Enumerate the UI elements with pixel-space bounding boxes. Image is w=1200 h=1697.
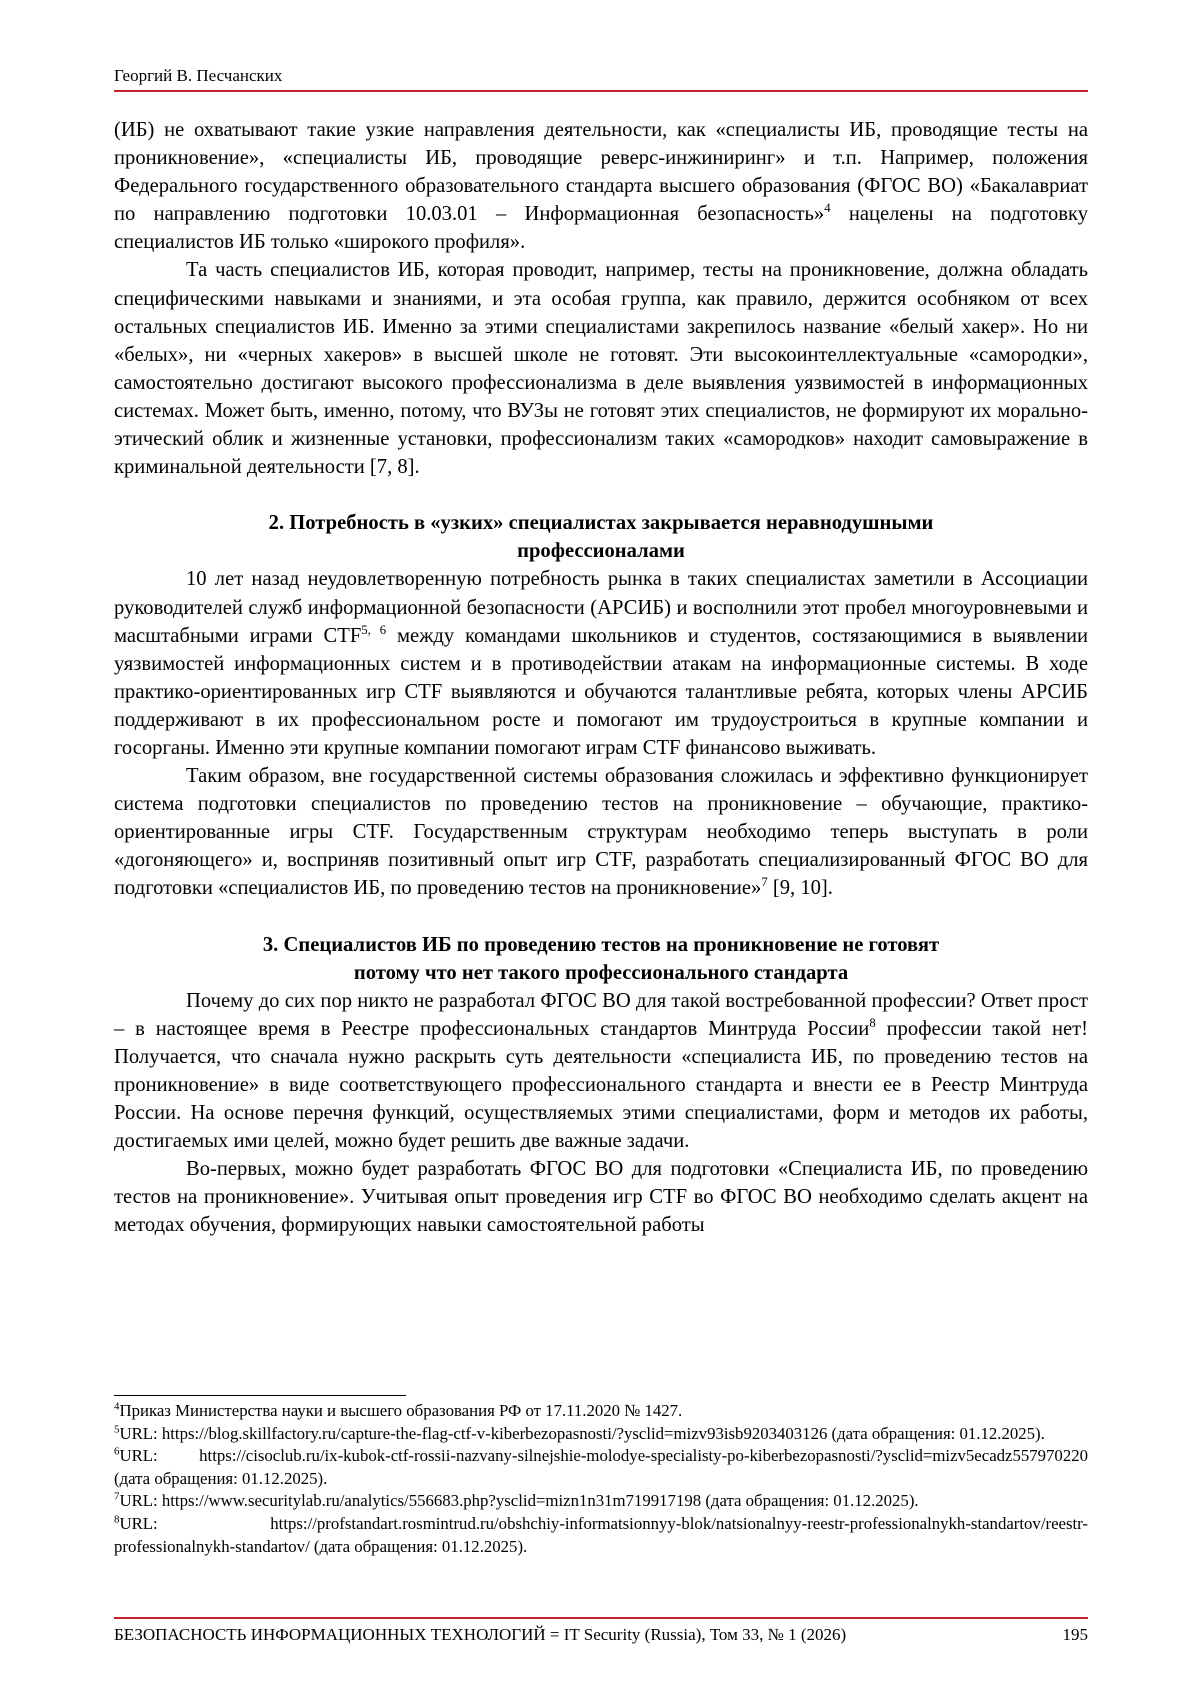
footnote-ref-4[interactable]: 4 [824, 201, 831, 216]
page-number: 195 [1062, 1625, 1088, 1644]
footnote-ref-5-6[interactable]: 5, 6 [361, 622, 387, 637]
footnote-4: $^4$Приказ Министерства науки и высшего образования РФ от 17.11.2020 № 1427. [114, 1400, 683, 1420]
footnote-7: $^7$URL: https://www.securitylab.ru/analytics/556683.php?ysclid=mizn1n31m719917198 (дата обращения: 01.12.2025). [114, 1490, 919, 1511]
footnotes [114, 1400, 1088, 1558]
paragraph-5: Почему до сих пор никто не разработал ФГОС ВО для такой востребованной профессии? Ответ прост – в настоящее время в Реестре профессиональных стандартов Минтруда России$^8$ профессии такой нет! Получается, что сначала нужно раскрыть суть деятельности «специалиста ИБ, по проведению тестов на проникновение» в виде соответствующего профессионального стандарта и внести ее в Реестр Минтруда России. На основе перечня функций, осуществляемых этими специалистами, форм и методов их работы, достигаемых ими целей, можно будет решить две важные задачи. [114, 989, 1088, 1153]
footnote-separator [114, 1395, 406, 1396]
footer-journal-title: БЕЗОПАСНОСТЬ ИНФОРМАЦИОННЫХ ТЕХНОЛОГИЙ = IT Security (Russia), Том 33, № 1 (2026) [114, 1625, 847, 1644]
paragraph-3: 10 лет назад неудовлетворенную потребность рынка в таких специалистах заметили в Ассоциации руководителей служб информационной безопасности (АРСИБ) и восполнили этот пробел многоуровневыми и масштабными играми CTF$^{5, 6}$ между командами школьников и студентов, состязающимися в выявлении уязвимостей информационных систем и в противодействии атакам на информационные системы. В ходе практико-ориентированных игр CTF выявляются и обучаются талантливые ребята, которых члены АРСИБ поддерживают в их профессиональном росте и помогают им трудоустроиться в крупные компании и госорганы. Именно эти крупные компании помогают играм CTF финансово выживать. [114, 568, 1088, 759]
footnote-ref-8[interactable]: 8 [869, 1015, 876, 1030]
running-header-author: Георгий В. Песчанских [114, 66, 283, 85]
section-heading-3: 3. Специалистов ИБ по проведению тестов на проникновение не готовят потому что нет такого профессионального стандарта [262, 933, 940, 984]
footnote-6: $^6$URL: https://cisoclub.ru/ix-kubok-ctf-rossii-nazvany-silnejshie-molodye-specialisty-po-kiberbezopasnosti/?ysclid=mizv5ecadz557970220 (дата обращения: 01.12.2025). [114, 1445, 1088, 1488]
section-heading-2: 2. Потребность в «узких» специалистах закрывается неравнодушными профессионалами [268, 512, 934, 563]
paragraph-6: Во-первых, можно будет разработать ФГОС ВО для подготовки «Специалиста ИБ, по проведению тестов на проникновение». Учитывая опыт проведения игр CTF во ФГОС ВО необходимо сделать акцент на методах обучения, формирующих навыки самостоятельной работы [114, 1158, 1088, 1237]
footnote-ref-7[interactable]: 7 [761, 875, 768, 890]
header-rule [114, 90, 1088, 92]
footnote-5: $^5$URL: https://blog.skillfactory.ru/capture-the-flag-ctf-v-kiberbezopasnosti/?ysclid=mizv93isb9203403126 (дата обращения: 01.12.2025). [114, 1423, 1045, 1443]
article-body [114, 116, 1088, 1240]
paragraph-1: (ИБ) не охватывают такие узкие направления деятельности, как «специалисты ИБ, проводящие тесты на проникновение», «специалисты ИБ, проводящие реверс-инжиниринг» и т.п. Например, положения Федерального государственного образовательного стандарта высшего образования (ФГОС ВО) «Бакалавриат по направлению подготовки 10.03.01 – Информационная безопасность»$^4$ нацелены на подготовку специалистов ИБ только «широкого профиля». [114, 119, 1089, 254]
footnote-8: $^8$URL: https://profstandart.rosmintrud.ru/obshchiy-informatsionnyy-blok/natsionalnyy-reestr-professionalnykh-standartov/reestr-professionalnykh-standartov/ (дата обращения: 01.12.2025). [114, 1513, 1088, 1556]
paragraph-2: Та часть специалистов ИБ, которая проводит, например, тесты на проникновение, должна обладать специфическими навыками и знаниями, и эта особая группа, как правило, держится особняком от всех остальных специалистов ИБ. Именно за этими специалистами закрепилось название «белый хакер». Но ни «белых», ни «черных хакеров» в высшей школе не готовят. Эти высокоинтеллектуальные «самородки», самостоятельно достигают высокого профессионализма в деле выявления уязвимостей в информационных системах. Может быть, именно, потому, что ВУЗы не готовят этих специалистов, не формируют их морально-этический облик и жизненные установки, профессионализм таких «самородков» находит самовыражение в криминальной деятельности [7, 8]. [114, 259, 1088, 479]
footer-rule [114, 1617, 1088, 1619]
paragraph-4: Таким образом, вне государственной системы образования сложилась и эффективно функционирует система подготовки специалистов по проведению тестов на проникновение – обучающие, практико-ориентированные игры CTF. Государственным структурам необходимо теперь выступать в роли «догоняющего» и, восприняв позитивный опыт игр CTF, разработать специализированный ФГОС ВО для подготовки «специалистов ИБ, по проведению тестов на проникновение»$^7$ [9, 10]. [114, 765, 1088, 900]
